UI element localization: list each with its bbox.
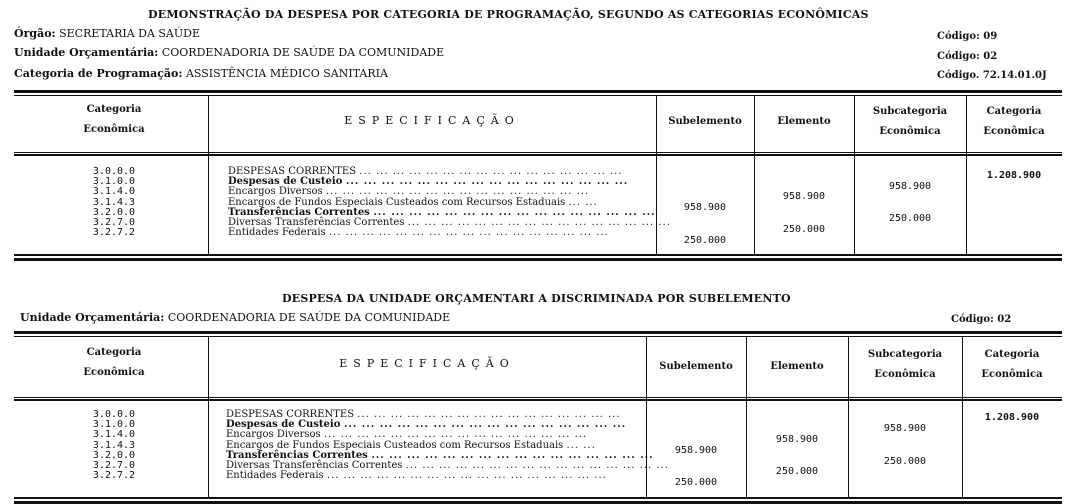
codigo-unidade: Código: 02 [937, 51, 998, 62]
codes-column [84, 410, 144, 481]
code-cell: 3.1.4.3 [92, 439, 136, 451]
elemento-value: 250.000 [782, 224, 826, 235]
header-especificacao: ESPECIFICAÇÃO [344, 114, 520, 127]
orgao-label: Órgão: [14, 27, 56, 40]
codes-column [84, 167, 144, 238]
header-especificacao: ESPECIFICAÇÃO [339, 357, 515, 370]
spec-item: DESPESAS CORRENTES ... ... ... ... ... ... ... ... ... ... ... ... ... ... ... ... [226, 409, 621, 420]
spec-item: Encargos Diversos ... ... ... ... ... ... ... ... ... ... ... ... ... ... ... ... [228, 186, 590, 198]
spec-item: Encargos de Fundos Especiais Custeados com Recursos Estaduais ... ... [228, 196, 598, 208]
unidade-value: COORDENADORIA DE SAÚDE DA COMUNIDADE [161, 46, 445, 59]
header-elemento: Elemento [777, 116, 831, 127]
header-subcategoria-economica: Subcategoria Econômica [872, 106, 948, 137]
code-cell: 3.2.0.0 [92, 449, 136, 461]
specs-column [226, 409, 669, 482]
subcategoria-value: 250.000 [883, 456, 927, 467]
code-cell: 3.1.4.0 [92, 429, 136, 441]
categoria-total-value: 1.208.900 [984, 412, 1040, 423]
codigo-programacao: Código. 72.14.01.0J [937, 70, 1047, 81]
categoria-line [14, 67, 388, 80]
code-cell: 3.2.7.2 [92, 227, 136, 239]
spec-item: Transferências Correntes ... ... ... ... ... ... ... ... ... ... ... ... ... ... ... ... [228, 206, 656, 218]
spec-item: Diversas Transferências Correntes ... ... ... ... ... ... ... ... ... ... ... ... ... ... ... ... [228, 217, 671, 229]
subcategoria-value: 250.000 [888, 213, 932, 224]
code-cell: 3.2.7.0 [92, 217, 136, 229]
spec-item: DESPESAS CORRENTES ... ... ... ... ... ... ... ... ... ... ... ... ... ... ... ... [228, 166, 623, 177]
subelemento-value: 958.900 [683, 202, 727, 213]
spec-item: Encargos Diversos ... ... ... ... ... ... ... ... ... ... ... ... ... ... ... ... [226, 429, 588, 441]
unidade-label: Unidade Orçamentária: [14, 46, 159, 59]
header-subelemento: Subelemento [659, 361, 733, 372]
header-subcategoria-economica: Subcategoria Econômica [867, 349, 943, 380]
spec-item: Diversas Transferências Correntes ... ... ... ... ... ... ... ... ... ... ... ... ... ... ... ... [226, 460, 669, 472]
elemento-value: 958.900 [775, 434, 819, 445]
orgao-line [14, 27, 200, 40]
code-cell: 3.1.4.3 [92, 196, 136, 208]
header-categoria-economica: Categoria Econômica [83, 104, 145, 135]
code-cell: 3.2.7.0 [92, 460, 136, 472]
table-1 [14, 90, 1062, 262]
spec-item: Transferências Correntes ... ... ... ... ... ... ... ... ... ... ... ... ... ... ... ... [226, 449, 654, 461]
elemento-value: 958.900 [782, 191, 826, 202]
categoria-total-value: 1.208.900 [986, 170, 1042, 181]
unidade-line-2 [20, 311, 450, 324]
code-cell: 3.1.4.0 [92, 186, 136, 198]
categoria-label: Categoria de Programação: [14, 67, 183, 80]
orgao-value: SECRETARIA DA SAÚDE [59, 27, 200, 40]
header-categoria-economica-total: Categoria Econômica [981, 349, 1043, 380]
spec-item: Entidades Federais ... ... ... ... ... ... ... ... ... ... ... ... ... ... ... ... ... [228, 227, 609, 239]
elemento-value: 250.000 [775, 466, 819, 477]
spec-item: Despesas de Custeio ... ... ... ... ... ... ... ... ... ... ... ... ... ... ... ... [228, 176, 629, 188]
table-2 [14, 331, 1062, 504]
spec-item: Entidades Federais ... ... ... ... ... ... ... ... ... ... ... ... ... ... ... ... ... [226, 470, 607, 482]
specs-column [228, 166, 671, 239]
subcategoria-value: 958.900 [883, 423, 927, 434]
code-cell: 3.0.0.0 [92, 166, 136, 177]
code-cell: 3.0.0.0 [92, 409, 136, 420]
code-cell: 3.2.0.0 [92, 206, 136, 218]
spec-item: Despesas de Custeio ... ... ... ... ... ... ... ... ... ... ... ... ... ... ... ... [226, 419, 627, 431]
header-subelemento: Subelemento [668, 116, 742, 127]
categoria-value: ASSISTÊNCIA MÉDICO SANITARIA [185, 67, 388, 80]
code-cell: 3.1.0.0 [92, 176, 136, 188]
header-categoria-economica: Categoria Econômica [83, 347, 145, 378]
spec-item: Encargos de Fundos Especiais Custeados com Recursos Estaduais ... ... [226, 439, 596, 451]
header-elemento: Elemento [770, 361, 824, 372]
unidade-label-2: Unidade Orçamentária: [20, 311, 165, 324]
subelemento-value: 250.000 [674, 477, 718, 488]
unidade-value-2: COORDENADORIA DE SAÚDE DA COMUNIDADE [167, 311, 451, 324]
subcategoria-value: 958.900 [888, 181, 932, 192]
code-cell: 3.2.7.2 [92, 470, 136, 482]
codigo-orgao: Código: 09 [937, 31, 998, 42]
unidade-line [14, 46, 444, 59]
header-categoria-economica-total: Categoria Econômica [983, 106, 1045, 137]
subelemento-value: 250.000 [683, 235, 727, 246]
code-cell: 3.1.0.0 [92, 419, 136, 431]
section1-title: DEMONSTRAÇÃO DA DESPESA POR CATEGORIA DE PROGRAMAÇÃO, SEGUNDO AS CATEGORIAS ECONÔMICAS [148, 8, 869, 21]
section2-title: DESPESA DA UNIDADE ORÇAMENTARI A DISCRIMINADA POR SUBELEMENTO [282, 292, 791, 305]
codigo-unidade-2: Código: 02 [951, 314, 1012, 325]
subelemento-value: 958.900 [674, 445, 718, 456]
